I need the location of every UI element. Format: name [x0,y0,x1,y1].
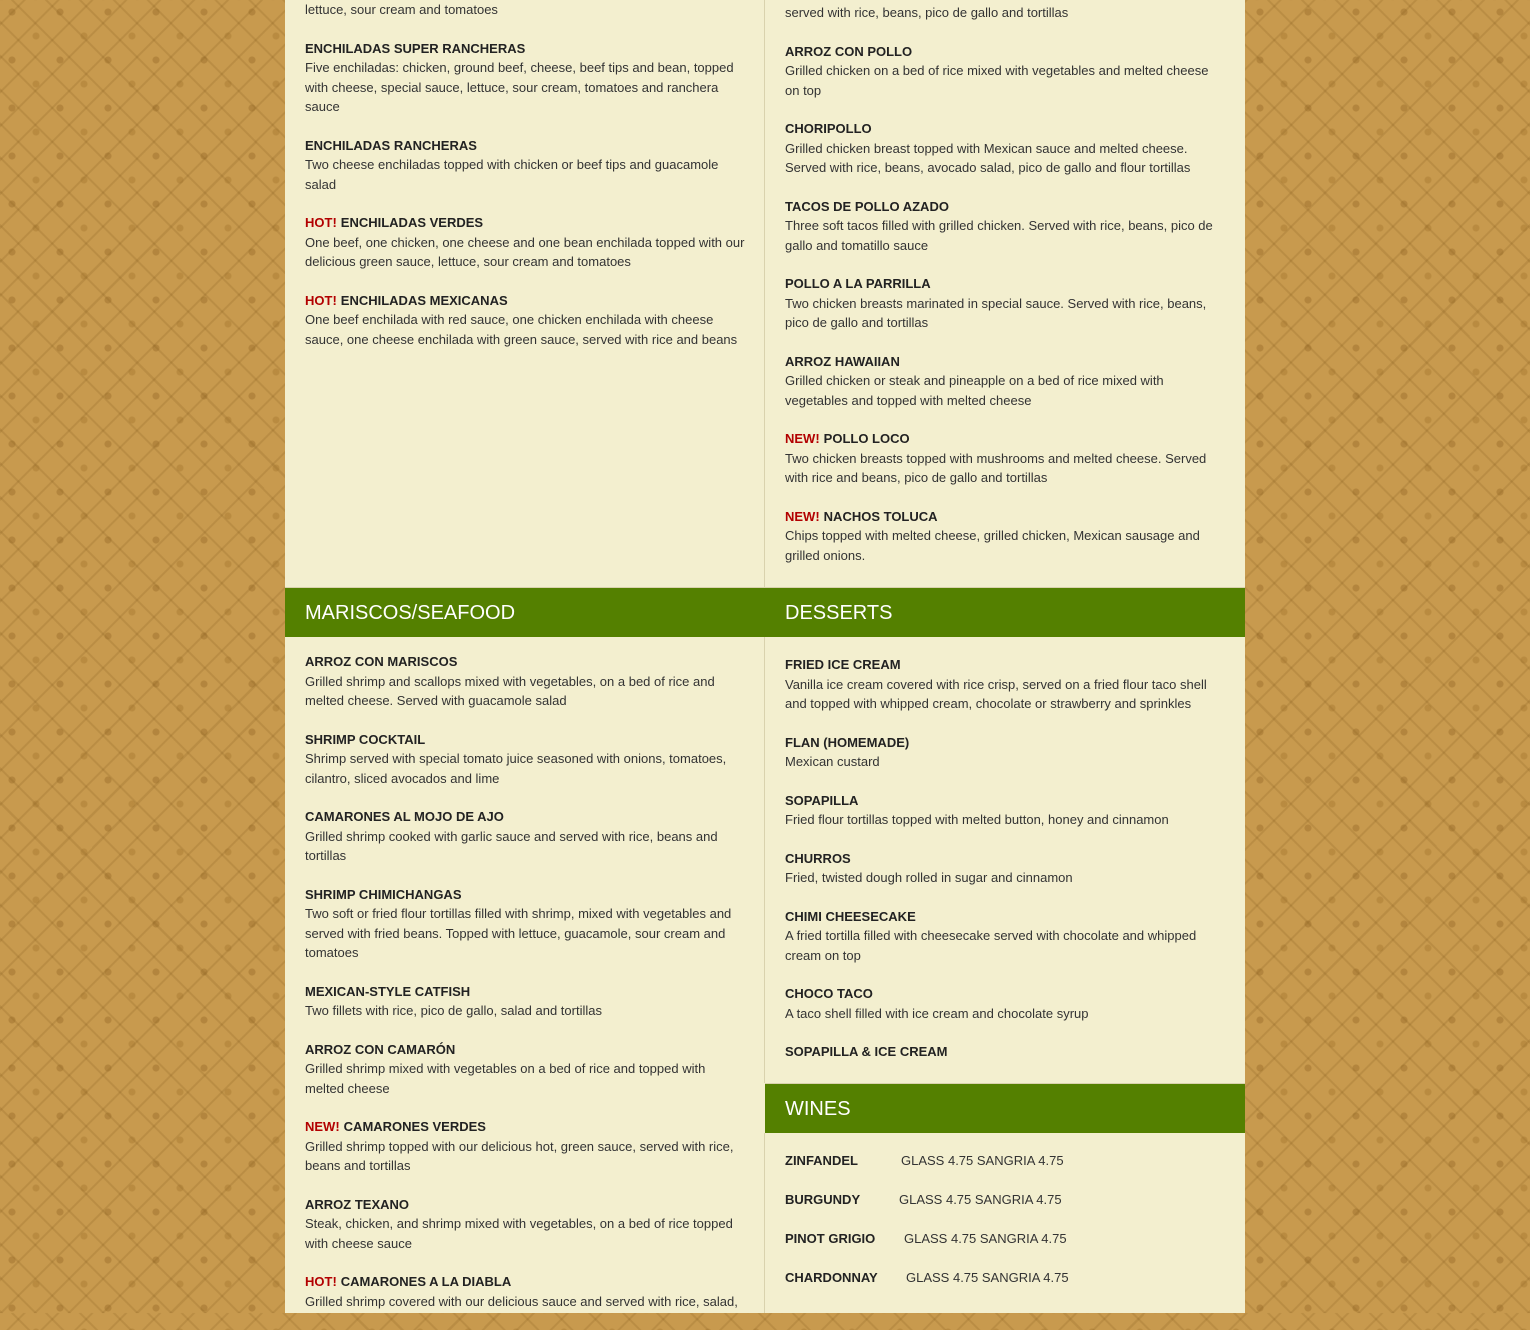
item-title-line [305,807,745,827]
item-title-line [305,1040,745,1060]
item-title-line [305,291,745,311]
item-title: ARROZ CON POLLO [785,43,913,59]
item-description: Grilled shrimp covered with our delicious sauce and served with rice, salad, [305,1293,738,1309]
wine-price: GLASS 4.75 SANGRIA 4.75 [906,1270,1069,1285]
menu-item [305,1195,745,1254]
item-title-line [785,352,1225,372]
menu-item [305,291,745,350]
menu-list [785,655,1225,1062]
item-description: One beef, one chicken, one cheese and one bean enchilada topped with our delicious green sauce, lettuce, sour cream and tomatoes [305,234,745,269]
item-title: FLAN (HOMEMADE) [785,734,910,750]
new-badge: NEW! [785,431,820,446]
menu-list [785,42,1225,566]
item-description: Mexican custard [785,754,880,769]
menu-item [785,791,1225,830]
item-title: POLLO LOCO [823,431,910,446]
menu-item [785,1042,1225,1062]
column-divider [764,1133,765,1313]
menu-item [305,1040,745,1099]
item-title: SOPAPILLA & ICE CREAM [785,1044,948,1059]
wine-row [785,1190,1062,1210]
item-title: CAMARONES AL MOJO DE AJO [305,809,504,824]
new-badge: NEW! [785,508,820,524]
item-title: ARROZ HAWAIIAN [785,353,900,369]
menu-item [785,907,1225,966]
item-title: NACHOS TOLUCA [823,508,938,524]
item-description: Fried flour tortillas topped with melted button, honey and cinnamon [785,812,1169,827]
wine-name: PINOT GRIGIO [785,1231,876,1246]
item-title-line [785,42,1225,62]
menu-item [305,982,745,1021]
item-title: ENCHILADAS MEXICANAS [340,292,508,308]
right-top-section [785,3,1225,584]
hot-badge: HOT! [305,1274,337,1289]
item-title: ENCHILADAS SUPER RANCHERAS [305,40,526,56]
item-description: Grilled shrimp topped with our delicious hot, green sauce, served with rice, beans and tortillas [305,1138,734,1173]
hot-badge: HOT! [305,292,337,308]
menu-item [305,1117,745,1176]
menu-item [785,197,1225,256]
item-title-line [785,429,1225,449]
item-title: CAMARONES A LA DIABLA [340,1274,512,1289]
wine-row [785,1151,1064,1171]
item-description: Two cheese enchiladas topped with chicken or beef tips and guacamole salad [305,157,719,192]
column-divider [764,637,765,1083]
item-description: Two chicken breasts topped with mushrooms and melted cheese. Served with rice and beans, pico de gallo and tortillas [785,450,1207,485]
menu-item [785,849,1225,888]
item-description: Grilled shrimp and scallops mixed with vegetables, on a bed of rice and melted cheese. Served with guacamole salad [305,673,715,708]
menu-item [785,119,1225,178]
item-description: Grilled chicken on a bed of rice mixed with vegetables and melted cheese on top [785,63,1209,98]
item-description: Three soft tacos filled with grilled chicken. Served with rice, beans, pico de gallo and tomatillo sauce [785,218,1213,253]
menu-item [305,885,745,963]
item-description: Shrimp served with special tomato juice seasoned with onions, tomatoes, cilantro, sliced avocados and lime [305,751,727,786]
menu-item [305,136,745,195]
item-title: CHURROS [785,850,851,866]
menu-item [305,39,745,117]
menu-item [785,352,1225,411]
item-description: Two fillets with rice, pico de gallo, salad and tortillas [305,1003,602,1018]
item-title: TACOS DE POLLO AZADO [785,198,949,214]
menu-item [785,984,1225,1023]
desserts-section [785,655,1225,1081]
left-top-section [305,0,745,368]
menu-item [305,807,745,866]
wine-price: GLASS 4.75 SANGRIA 4.75 [904,1231,1067,1246]
item-title-line [305,213,745,233]
item-description: Steak, chicken, and shrimp mixed with vegetables, on a bed of rice topped with cheese sauce [305,1216,733,1251]
item-title-line [785,907,1225,927]
item-title: SHRIMP CHIMICHANGAS [305,886,462,902]
item-title: SOPAPILLA [785,792,859,808]
item-title-line [305,652,745,672]
wine-row [785,1229,1067,1249]
item-title-line [305,1272,745,1292]
item-title-line [785,791,1225,811]
item-title-line [785,984,1225,1004]
item-description: Chips topped with melted cheese, grilled chicken, Mexican sausage and grilled onions. [785,528,1200,563]
menu-item [785,507,1225,566]
item-title: CAMARONES VERDES [343,1119,486,1134]
wine-price: GLASS 4.75 SANGRIA 4.75 [901,1153,1064,1168]
menu-item [305,652,745,711]
menu-item [305,730,745,789]
item-title-line [305,136,745,156]
wine-name: CHARDONNAY [785,1270,878,1285]
item-title-line [785,197,1225,217]
item-title: MEXICAN-STYLE CATFISH [305,983,471,999]
menu-item [785,733,1225,772]
menu-list [305,39,745,350]
item-title-line [785,274,1225,294]
item-title-line [305,1117,745,1137]
item-title: FRIED ICE CREAM [785,657,901,672]
item-title-line [785,507,1225,527]
item-description: Vanilla ice cream covered with rice crisp, served on a fried flour taco shell and topped with whipped cream, chocolate or strawberry and sprinkles [785,676,1207,711]
item-title-line [785,849,1225,869]
item-description: Five enchiladas: chicken, ground beef, cheese, beef tips and bean, topped with cheese, special sauce, lettuce, sour cream, tomatoes and ranchera sauce [305,60,734,114]
menu-item [785,42,1225,101]
wines-heading: WINES [765,1083,1245,1133]
item-title: ARROZ CON CAMARÓN [305,1041,456,1057]
item-title-line [305,730,745,750]
item-description: Grilled shrimp mixed with vegetables on a bed of rice and topped with melted cheese [305,1061,706,1096]
item-title-line [305,1195,745,1215]
item-title-line [305,39,745,59]
item-description: A taco shell filled with ice cream and chocolate syrup [785,1005,1089,1021]
item-description: Two chicken breasts marinated in special sauce. Served with rice, beans, pico de gallo and tortillas [785,295,1207,330]
menu-item [305,213,745,272]
description-fragment: served with rice, beans, pico de gallo and tortillas [785,5,1069,20]
desserts-heading: DESSERTS [765,587,1245,637]
item-title: ARROZ TEXANO [305,1196,409,1212]
wine-name: ZINFANDEL [785,1153,858,1168]
item-title-line [785,655,1225,675]
item-description: Two soft or fried flour tortillas filled with shrimp, mixed with vegetables and served with fried beans. Topped with lettuce, guacamole, sour cream and tomatoes [305,906,732,960]
wine-name: BURGUNDY [785,1192,861,1207]
seafood-section [305,652,745,1330]
item-description: One beef enchilada with red sauce, one chicken enchilada with cheese sauce, one cheese enchilada with green sauce, served with rice and beans [305,312,738,347]
item-title: CHOCO TACO [785,986,873,1001]
item-description: Grilled chicken breast topped with Mexican sauce and melted cheese. Served with rice, beans, avocado salad, pico de gallo and flour tortillas [785,140,1191,175]
item-title: CHIMI CHEESECAKE [785,908,916,924]
hot-badge: HOT! [305,215,337,230]
wine-row [785,1268,1069,1288]
item-title-line [305,982,745,1002]
item-description: Fried, twisted dough rolled in sugar and cinnamon [785,870,1073,885]
seafood-heading: MARISCOS/SEAFOOD [285,587,765,637]
menu-list [305,652,745,1311]
item-title-line [785,733,1225,753]
wine-price: GLASS 4.75 SANGRIA 4.75 [899,1192,1062,1207]
new-badge: NEW! [305,1119,340,1134]
item-title-line [785,1042,1225,1062]
item-title-line [785,119,1225,139]
item-title: SHRIMP COCKTAIL [305,731,426,747]
description-fragment: lettuce, sour cream and tomatoes [305,2,498,17]
item-description: Grilled shrimp cooked with garlic sauce and served with rice, beans and tortillas [305,828,718,863]
item-title: CHORIPOLLO [785,121,872,136]
item-title: ARROZ CON MARISCOS [305,654,458,669]
menu-item [785,429,1225,488]
item-title: ENCHILADAS VERDES [340,215,484,230]
column-divider [764,0,765,587]
item-title: ENCHILADAS RANCHERAS [305,137,477,153]
item-title: POLLO A LA PARRILLA [785,276,931,291]
menu-item [785,274,1225,333]
menu-item [305,1272,745,1311]
item-description: Grilled chicken or steak and pineapple on a bed of rice mixed with vegetables and topped with melted cheese [785,373,1164,408]
item-title-line [305,885,745,905]
menu-item [785,655,1225,714]
item-description: A fried tortilla filled with cheesecake served with chocolate and whipped cream on top [785,928,1197,963]
